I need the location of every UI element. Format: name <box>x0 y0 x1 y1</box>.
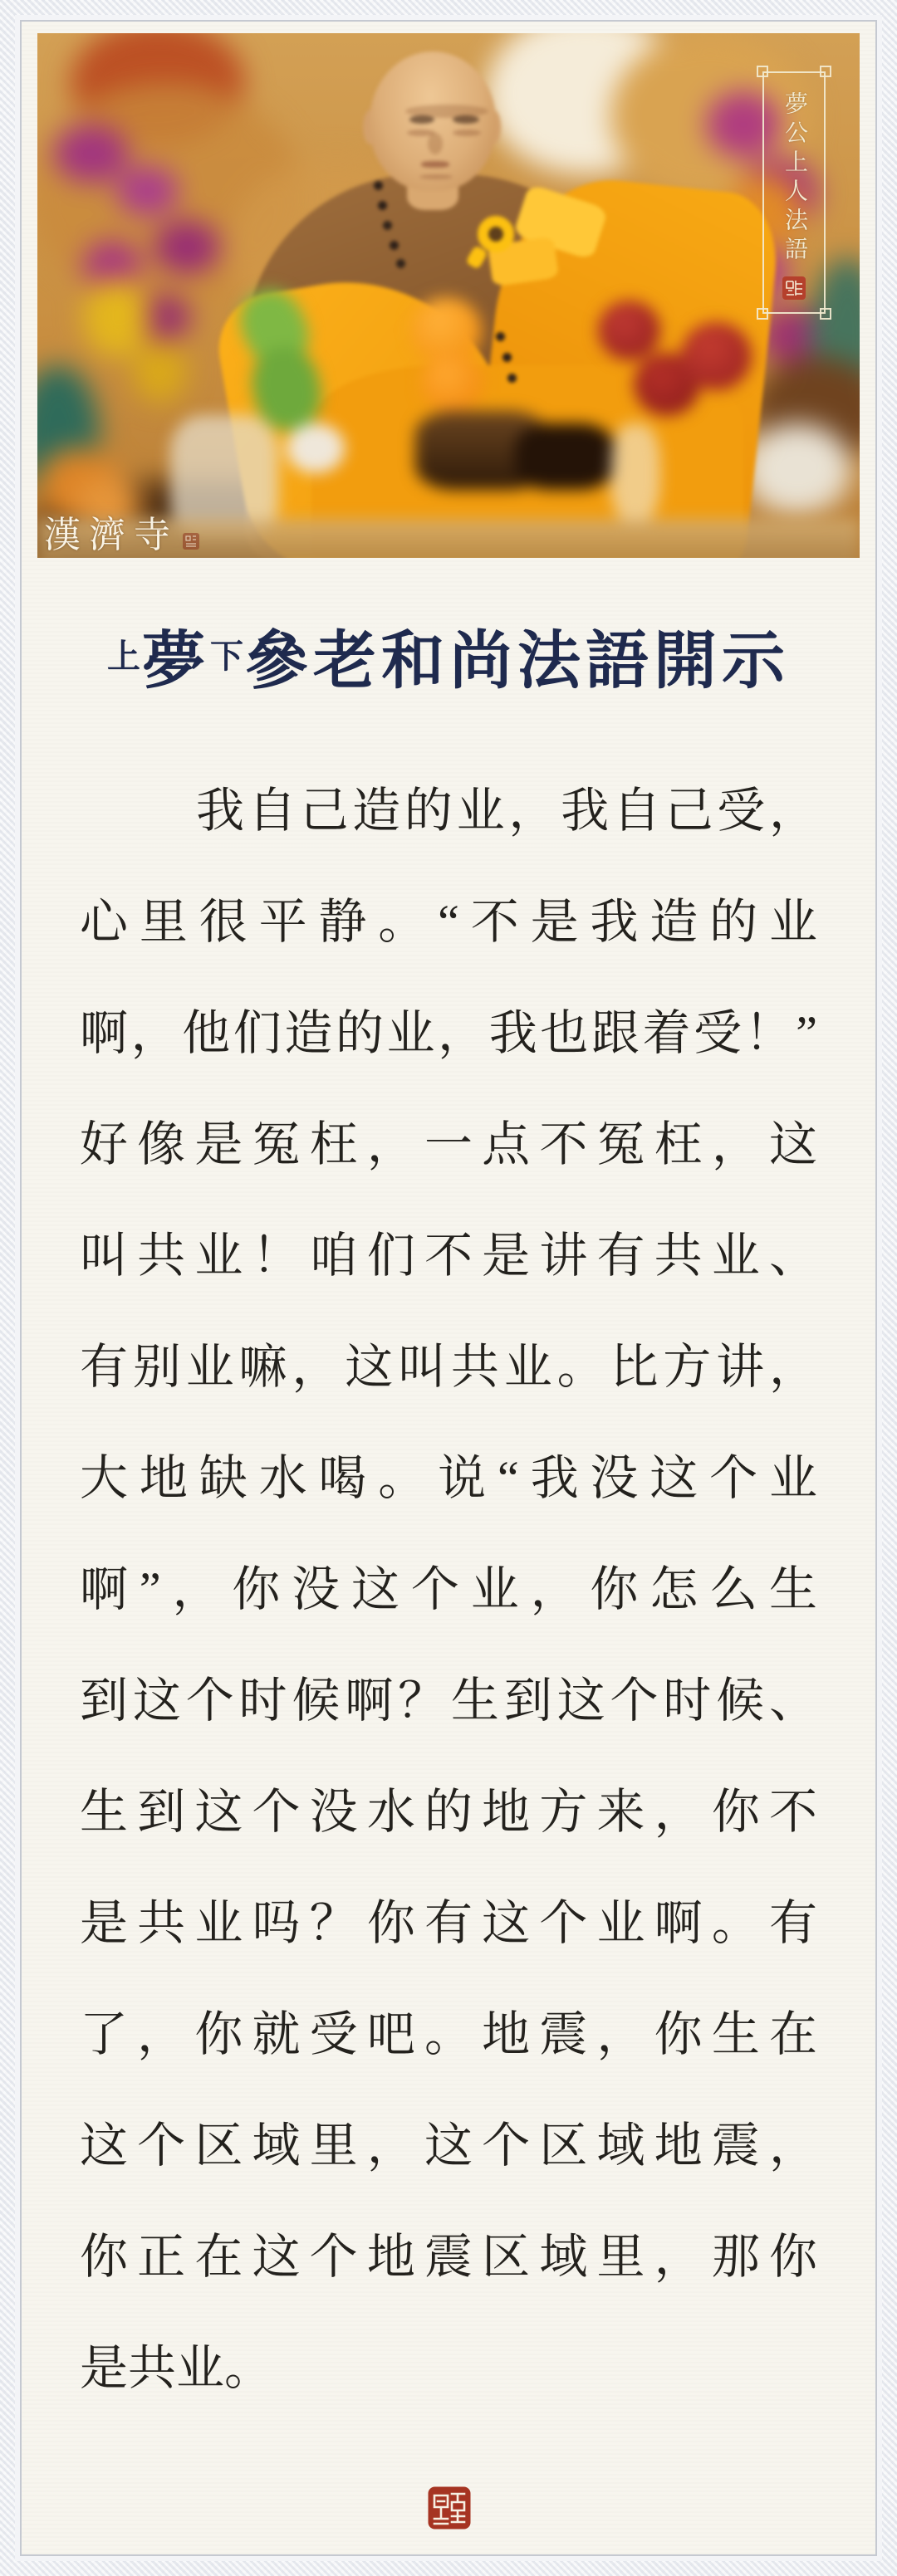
monk-photo <box>37 33 860 558</box>
panel-corner-ornament <box>757 66 768 77</box>
title-honorific-xia: 下 <box>210 638 245 675</box>
panel-vertical-title: 夢公上人法語 <box>782 91 807 266</box>
dharma-text <box>80 755 817 2424</box>
panel-corner-ornament <box>757 308 768 320</box>
text-line: 啊”，你没这个业，你怎么生 <box>80 1562 817 1616</box>
dark-bowl <box>515 423 615 490</box>
title-rest: 參老和尚法語開示 <box>245 627 790 697</box>
text-line: 是共业。 <box>80 2341 273 2395</box>
text-line: 心里很平静。“不是我造的业 <box>80 895 817 949</box>
text-line: 大地缺水喝。说“我没这个业 <box>80 1451 817 1505</box>
red-apple <box>598 301 660 360</box>
text-line: 生到这个没水的地方来，你不 <box>80 1785 817 1839</box>
photo-foreground-layer <box>37 33 860 558</box>
photo-title-panel <box>762 71 826 314</box>
text-line: 我自己造的业，我自己受， <box>196 784 817 838</box>
panel-corner-ornament <box>820 66 831 77</box>
red-apple <box>681 322 752 390</box>
text-line: 好像是冤枉，一点不冤枉，这 <box>80 1117 817 1171</box>
text-line: 这个区域里，这个区域地震， <box>80 2119 817 2173</box>
text-line: 了，你就受吧。地震，你生在 <box>80 2007 817 2061</box>
page-title <box>0 616 897 717</box>
bottom-seal <box>427 2486 472 2530</box>
watermark-seal <box>182 532 200 550</box>
text-line: 有别业嘛，这叫共业。比方讲， <box>80 1340 817 1394</box>
panel-seal <box>782 276 806 301</box>
orange-fruit <box>421 354 483 412</box>
watermark-text: 漢濟寺 <box>44 515 179 555</box>
panel-corner-ornament <box>820 308 831 320</box>
text-line: 你正在这个地震区域里，那你 <box>80 2230 817 2284</box>
glass-stem <box>610 423 660 523</box>
white-flower <box>287 423 345 473</box>
photo-watermark <box>44 505 200 558</box>
text-line: 啊，他们造的业，我也跟着受！” <box>80 1006 817 1060</box>
text-line: 叫共业！咱们不是讲有共业、 <box>80 1229 817 1283</box>
text-line: 是共业吗？你有这个业啊。有 <box>80 1896 817 1950</box>
text-line: 到这个时候啊？生到这个时候、 <box>80 1674 817 1728</box>
title-name-meng: 夢 <box>142 627 210 697</box>
title-honorific-shang: 上 <box>107 638 142 675</box>
